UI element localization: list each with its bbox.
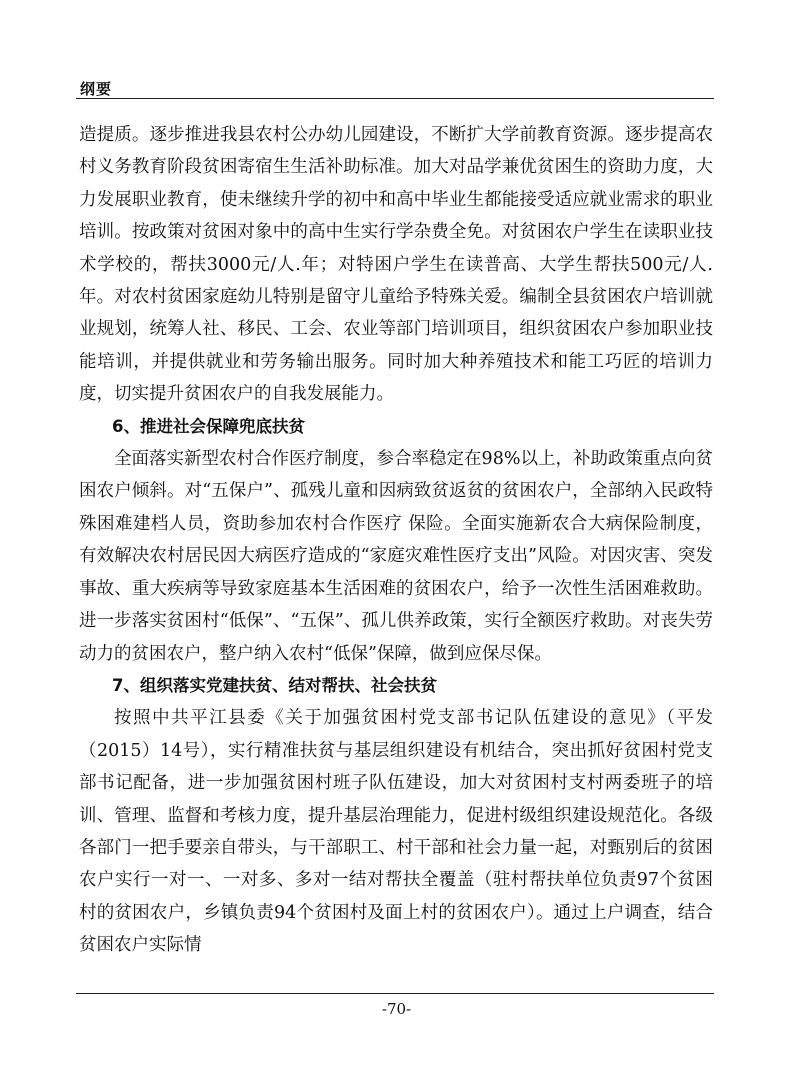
section-heading: 7、组织落实党建扶贫、结对帮扶、社会扶贫: [112, 675, 437, 695]
header-divider: [76, 98, 714, 99]
section-heading: 6、推进社会保障兜底扶贫: [112, 416, 305, 436]
body-paragraph: 造提质。逐步推进我县农村公办幼儿园建设，不断扩大学前教育资源。逐步提高农村义务教育阶段贫困寄宿生生活补助标准。加大对品学兼优贫困生的资助力度，大力发展职业教育，使未继续升学的初中和高中毕业生都能接受适应就业需求的职业培训。按政策对贫困对象中的高中生实行学杂费全免。对贫困农户学生在读职业技术学校的，帮扶3000元/人.年；对特困户学生在读普高、大学生帮扶500元/人.年。对农村贫困家庭幼儿特别是留守儿童给予特殊关爱。编制全县贫困农户培训就业规划，统筹人社、移民、工会、农业等部门培训项目，组织贫困农户参加职业技能培训，并提供就业和劳务输出服务。同时加大种养殖技术和能工巧匠的培训力度，切实提升贫困农户的自我发展能力。: [79, 125, 713, 405]
footer-divider: [76, 993, 714, 994]
page-number: -70-: [381, 1000, 412, 1018]
body-paragraph: 按照中共平江县委《关于加强贫困村党支部书记队伍建设的意见》（平发（2015）14号），实行精准扶贫与基层组织建设有机结合，突出抓好贫困村党支部书记配备，进一步加强贫困村班子队伍建设，加大对贫困村支村两委班子的培训、管理、监督和考核力度，提升基层治理能力，促进村级组织建设规范化。各级各部门一把手要亲自带头，与干部职工、村干部和社会力量一起，对甄别后的贫困农户实行一对一、一对多、多对一结对帮扶全覆盖（驻村帮扶单位负责97个贫困村的贫困农户，乡镇负责94个贫困村及面上村的贫困农户）。通过上户调查，结合贫困农户实际情: [79, 708, 713, 956]
document-body: [79, 119, 713, 962]
body-paragraph: 全面落实新型农村合作医疗制度，参合率稳定在98%以上，补助政策重点向贫困农户倾斜。对“五保户”、孤残儿童和因病致贫返贫的贫困农户，全部纳入民政特殊困难建档人员，资助参加农村合作医疗 保险。全面实施新农合大病保险制度，有效解决农村居民因大病医疗造成的“家庭灾难性医疗支出”风险。对因灾害、突发事故、重大疾病等导致家庭基本生活困难的贫困农户，给予一次性生活困难救助。进一步落实贫困村“低保”、“五保”、孤儿供养政策，实行全额医疗救助。对丧失劳动力的贫困农户，整户纳入农村“低保”保障，做到应保尽保。: [79, 449, 713, 664]
running-header-title: 纲要: [80, 80, 113, 98]
